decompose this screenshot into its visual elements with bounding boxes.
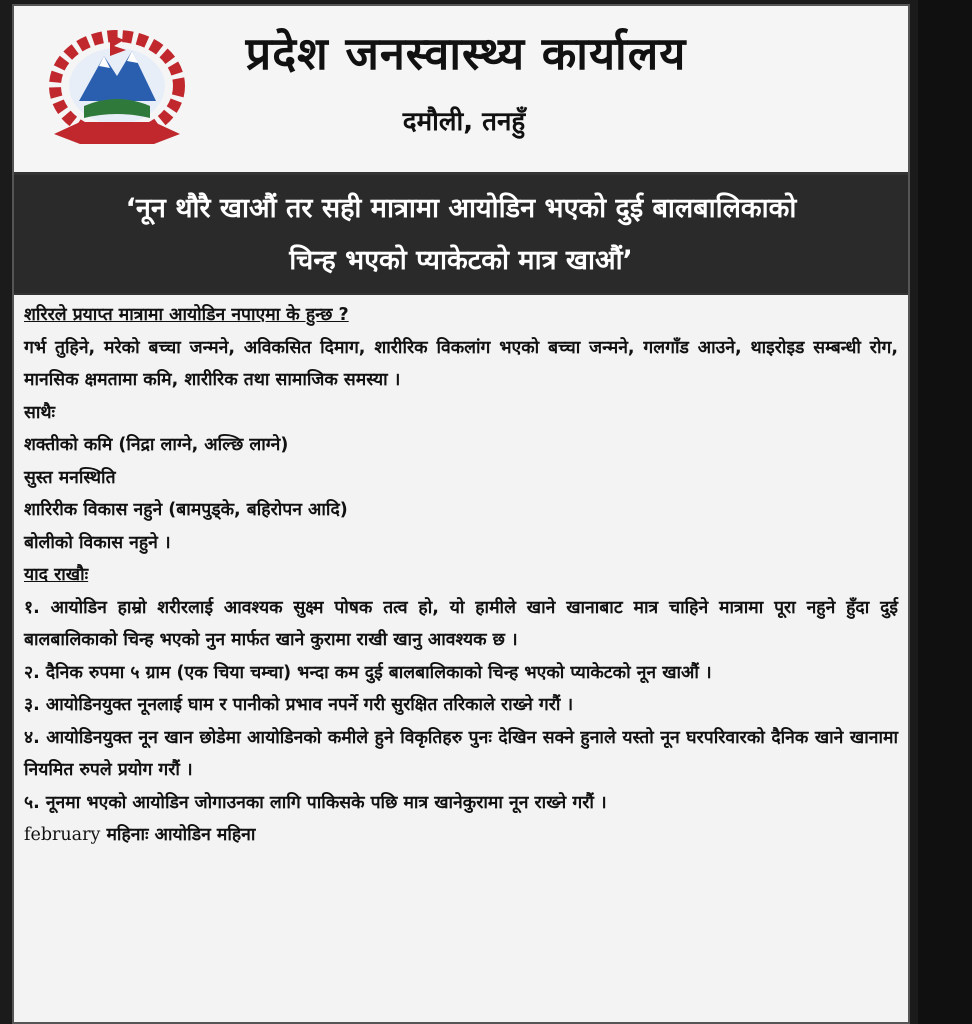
nepal-emblem-icon — [44, 26, 190, 152]
slogan-line-1: ‘नून थौरै खाऔं तर सही मात्रामा आयोडिन भएको दुई बालबालिकाको — [125, 193, 797, 224]
notice-body — [14, 295, 908, 852]
footer-month-en: february — [24, 825, 101, 845]
slogan-line-2: चिन्ह भएको प्याकेटको मात्र खाऔं’ — [289, 245, 633, 276]
point-1: १. आयोडिन हाम्रो शरीरलाई आवश्यक सुक्ष्म पोषक तत्व हो, यो हामीले खाने खानाबाट मात्र चाहिने मात्रामा पूरा नहुने हुँदा दुई बालबालिकाको चिन्ह भएको नुन मार्फत खाने कुरामा राखी खानु आवश्यक छ । — [24, 597, 898, 650]
office-location: दमौली, तनहुँ — [402, 107, 526, 137]
point-3: ३. आयोडिनयुक्त नूनलाई घाम र पानीको प्रभाव नपर्ने गरी सुरक्षित तरिकाले राख्ने गरौं । — [24, 695, 574, 715]
remember-heading: याद राखौः — [24, 565, 89, 585]
footer-month-np: महिनाः आयोडिन महिना — [106, 825, 256, 845]
list-item: शारिरीक विकास नहुने (बामपुड्के, बहिरोपन आदि) — [24, 500, 348, 520]
header — [14, 6, 908, 175]
slogan-banner — [14, 175, 908, 295]
effects-paragraph: गर्भ तुहिने, मरेको बच्चा जन्मने, अविकसित दिमाग, शारीरिक विकलांग भएको बच्चा जन्मने, गलगाँड आउने, थाइरोइड सम्बन्धी रोग, मानसिक क्षमतामा कमि, शारीरिक तथा सामाजिक समस्या । — [24, 337, 898, 390]
screen-edge — [918, 0, 972, 1024]
list-item: सुस्त मनस्थिति — [24, 467, 116, 488]
point-5: ५. नूनमा भएको आयोडिन जोगाउनका लागि पाकिसके पछि मात्र खानेकुरामा नून राख्ने गरौं । — [24, 792, 607, 813]
point-2: २. दैनिक रुपमा ५ ग्राम (एक चिया चम्चा) भन्दा कम दुई बालबालिकाको चिन्ह भएको प्याकेटको नून खाऔं । — [24, 662, 712, 683]
question-heading: शरिरले प्रयाप्त मात्रामा आयोडिन नपाएमा के हुन्छ ? — [24, 305, 349, 325]
footer-month — [24, 819, 898, 852]
list-item: बोलीको विकास नहुने । — [24, 532, 171, 553]
notice-sheet — [12, 4, 910, 1024]
office-title: प्रदेश जनस्वास्थ्य कार्यालय — [245, 27, 687, 80]
list-item: शक्तीको कमि (निद्रा लाग्ने, अल्छि लाग्ने) — [24, 435, 289, 455]
also-label: साथैः — [24, 402, 56, 423]
point-4: ४. आयोडिनयुक्त नून खान छोडेमा आयोडिनको कमीले हुने विकृतिहरु पुनः देखिन सक्ने हुनाले यस्तो नून घरपरिवारको दैनिक खाने खानामा नियमित रुपले प्रयोग गरौं । — [24, 727, 898, 780]
